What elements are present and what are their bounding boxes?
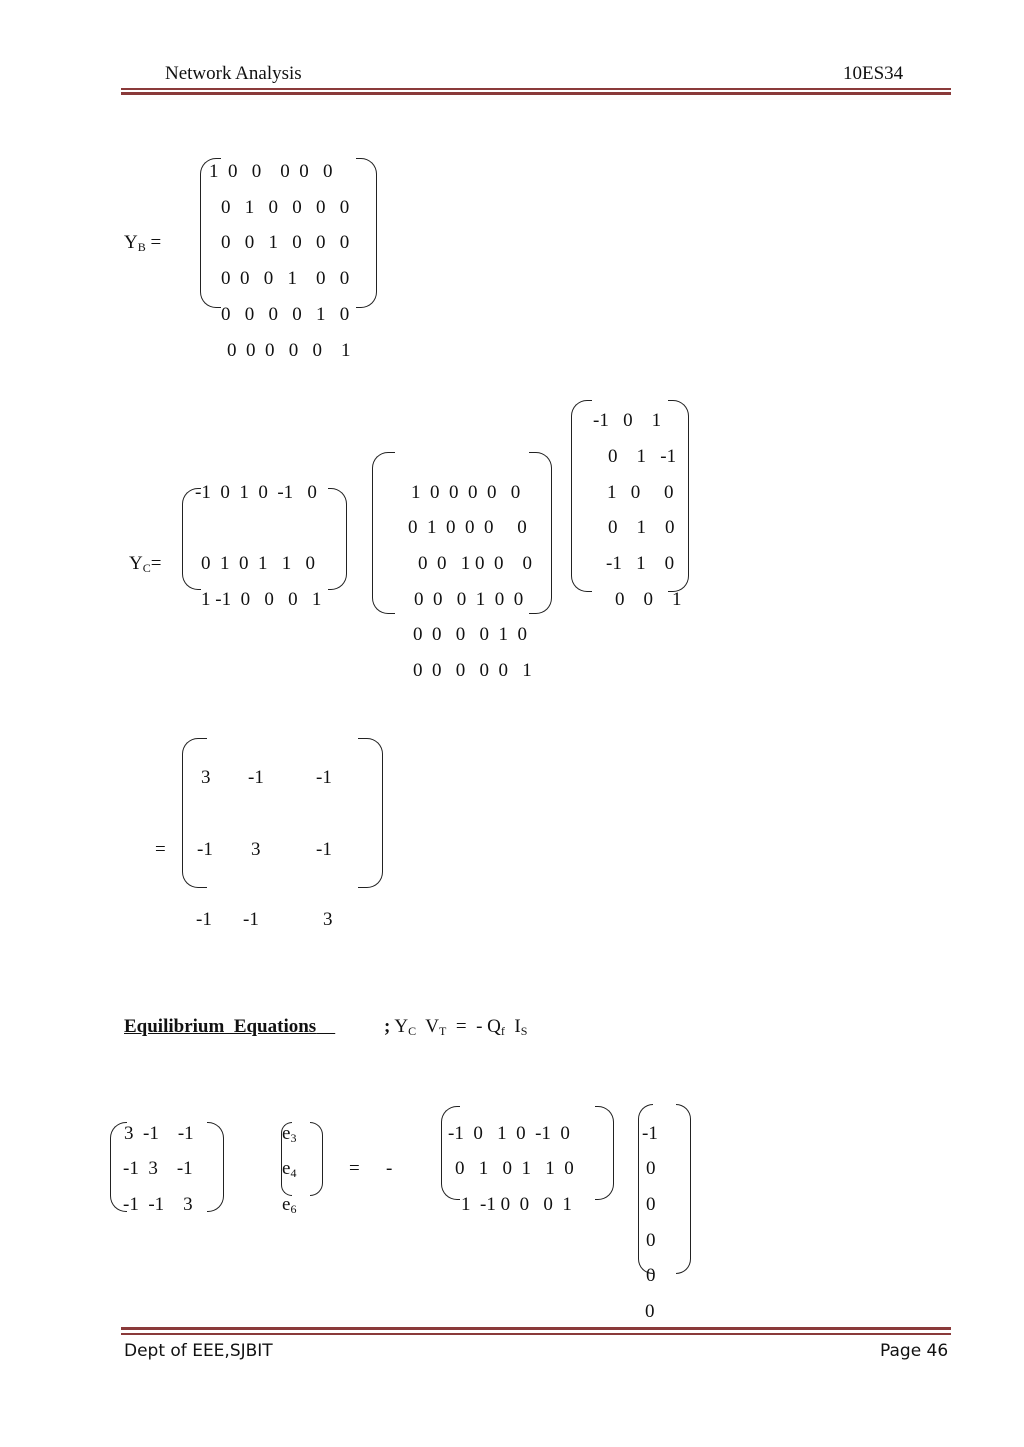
yb-right-bracket [356,158,377,308]
yc-m1-row: -1 0 1 0 -1 0 [195,482,317,503]
equilibrium-formula: ; $Y_C$ $V_T$ = - $Q_f$ $I_S$ [384,1016,528,1038]
yc-m3-row: 0 1 0 [608,517,675,538]
result-cell: -1 [243,909,259,930]
eqn-is-val: 0 [646,1194,656,1215]
eqn-m-row: 3 -1 -1 [124,1123,194,1144]
yc-m3-row: 0 0 1 [615,589,682,610]
result-left-bracket [182,738,207,888]
yc-m3-left-bracket [571,400,592,592]
yb-row: 0 0 0 0 0 1 [227,340,351,361]
eqn-q-row: 0 1 0 1 1 0 [455,1158,574,1179]
yc-m3-row: 1 0 0 [607,482,674,503]
yb-label: $Y_B$ = [124,232,162,254]
result-cell: 3 [323,909,333,930]
eqn-is-val: 0 [646,1158,656,1179]
eqn-q-right-bracket [595,1106,614,1200]
yc-m2-right-bracket [529,452,552,614]
eqn-e3: $e_3$ [282,1123,297,1145]
result-cell: 3 [201,767,211,788]
eqn-is-val: 0 [646,1230,656,1251]
footer-page-number: Page 46 [880,1341,949,1361]
yc-m2-row: 0 0 0 0 0 1 [413,660,532,681]
yc-m1-row: 0 1 0 1 1 0 [201,553,315,574]
eqn-is-val: -1 [642,1123,658,1144]
result-cell: -1 [316,767,332,788]
footer-rule-bottom [121,1333,951,1335]
result-cell: -1 [196,909,212,930]
yb-row: 0 0 0 0 1 0 [221,304,350,325]
result-cell: 3 [251,839,261,860]
yc-m3-row: 0 1 -1 [608,446,677,467]
eqn-m-right-bracket [207,1122,224,1212]
header-code: 10ES34 [843,63,904,84]
eqn-e-right-bracket [310,1122,323,1196]
eqn-q-left-bracket [441,1106,460,1200]
yc-m1-right-bracket [328,488,347,590]
eqn-m-row: -1 -1 3 [123,1194,193,1215]
result-right-bracket [358,738,383,888]
yb-row: 0 1 0 0 0 0 [221,197,350,218]
header-rule-top [121,88,951,90]
eqn-e4: $e_4$ [282,1158,297,1180]
eqn-is-right-bracket [676,1104,691,1274]
yc-m2-row: 0 0 0 1 0 0 [414,589,524,610]
footer-dept: Dept of EEE,SJBIT [124,1341,273,1361]
footer-rule-top [121,1327,951,1330]
eqn-is-val: 0 [645,1301,655,1322]
yc-m2-left-bracket [372,452,395,614]
yc-label: $Y_C=$ [129,553,162,575]
eqn-is-val: 0 [646,1265,656,1286]
yc-m2-row: 0 0 0 0 1 0 [413,624,527,645]
result-cell: -1 [248,767,264,788]
yc-m2-row: 0 1 0 0 0 0 [408,517,527,538]
result-cell: -1 [197,839,213,860]
eqn-q-row: -1 0 1 0 -1 0 [448,1123,570,1144]
result-cell: -1 [316,839,332,860]
yc-m2-row: 1 0 0 0 0 0 [411,482,521,503]
header-title: Network Analysis [165,63,302,84]
equilibrium-title: Equilibrium Equations [124,1016,317,1037]
result-equals: = [155,839,166,860]
eqn-minus: - [386,1158,393,1179]
yc-m1-row: 1 -1 0 0 0 1 [201,589,322,610]
yb-row: 0 0 0 1 0 0 [221,268,350,289]
eqn-q-row: 1 -1 0 0 0 1 [461,1194,572,1215]
yc-m3-row: -1 1 0 [606,553,675,574]
eqn-m-row: -1 3 -1 [123,1158,193,1179]
yc-m2-row: 0 0 1 0 0 0 [418,553,532,574]
header-rule-bottom [121,92,951,95]
yb-row: 0 0 1 0 0 0 [221,232,350,253]
eqn-equals: = [349,1158,360,1179]
eqn-e6: $e_6$ [282,1194,297,1216]
yb-row: 1 0 0 0 0 0 [209,161,333,182]
yc-m3-row: -1 0 1 [593,410,662,431]
